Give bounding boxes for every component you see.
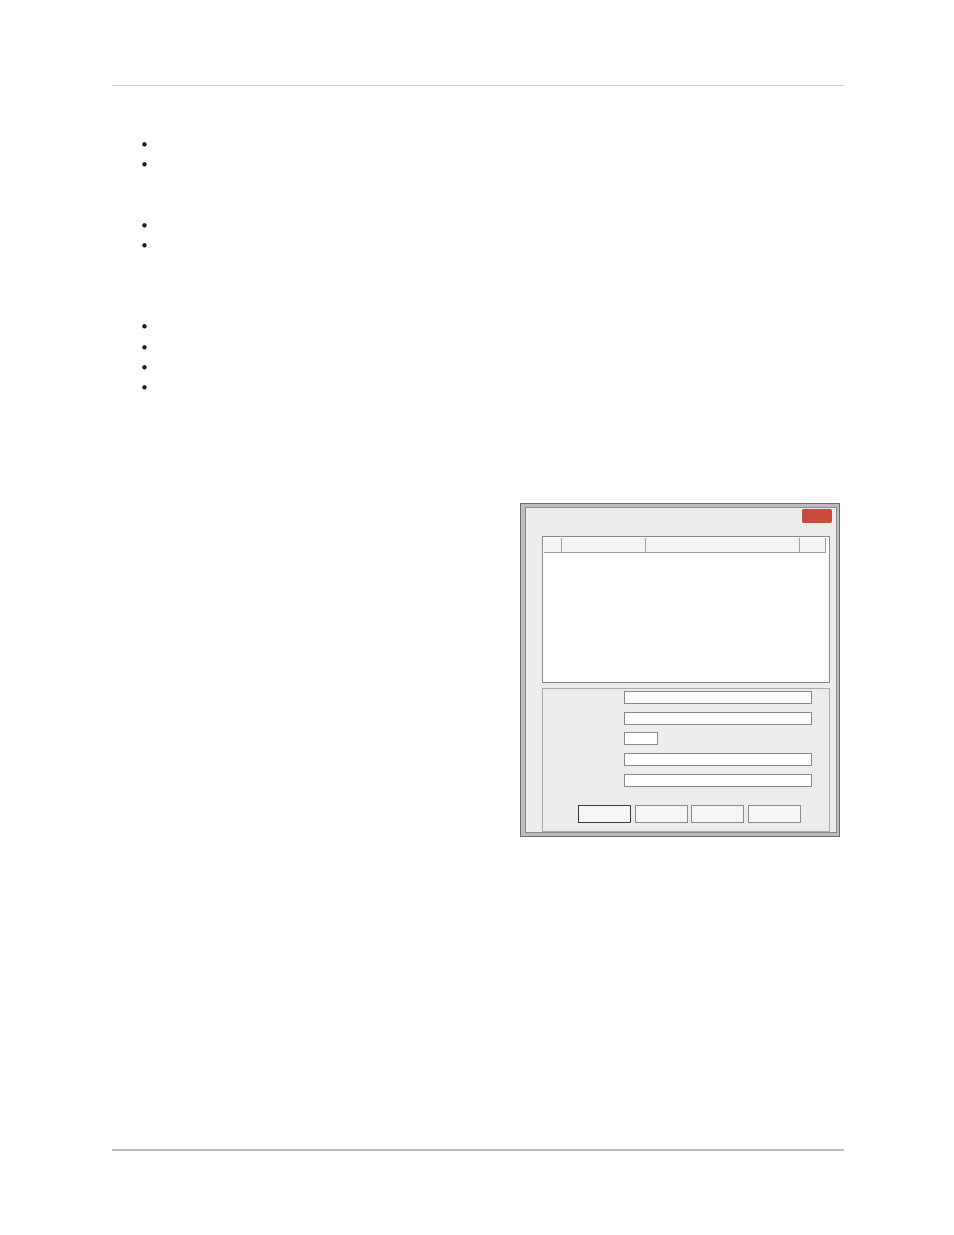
column-header-dvr-name[interactable] bbox=[562, 538, 646, 553]
port-input[interactable] bbox=[624, 732, 658, 745]
column-header-no[interactable] bbox=[544, 538, 562, 553]
bullet-playback: • bbox=[140, 339, 149, 357]
close-button[interactable] bbox=[748, 805, 801, 823]
bullet-setup: • bbox=[140, 379, 149, 397]
dvr-list-dialog bbox=[520, 503, 840, 837]
password-input[interactable] bbox=[624, 774, 812, 787]
id-input[interactable] bbox=[624, 753, 812, 766]
bullet-hdd-reader: • bbox=[140, 156, 149, 174]
close-icon[interactable] bbox=[802, 509, 832, 523]
bullet-backup: • bbox=[140, 359, 149, 377]
bullet-live: • bbox=[140, 318, 149, 336]
delete-button[interactable] bbox=[691, 805, 744, 823]
header-rule bbox=[112, 85, 844, 86]
name-input[interactable] bbox=[624, 691, 812, 704]
ip-ddns-input[interactable] bbox=[624, 712, 812, 725]
change-button[interactable] bbox=[635, 805, 688, 823]
add-button[interactable] bbox=[578, 805, 631, 823]
column-header-port[interactable] bbox=[800, 538, 826, 553]
bullet-large: • bbox=[140, 237, 149, 255]
bullet-capture: • bbox=[140, 136, 149, 154]
dialog-body bbox=[525, 507, 837, 833]
column-header-ip-ddns[interactable] bbox=[646, 538, 800, 553]
footer-rule bbox=[112, 1149, 844, 1151]
bullet-rec: • bbox=[140, 217, 149, 235]
dvr-list-table[interactable] bbox=[542, 536, 830, 683]
